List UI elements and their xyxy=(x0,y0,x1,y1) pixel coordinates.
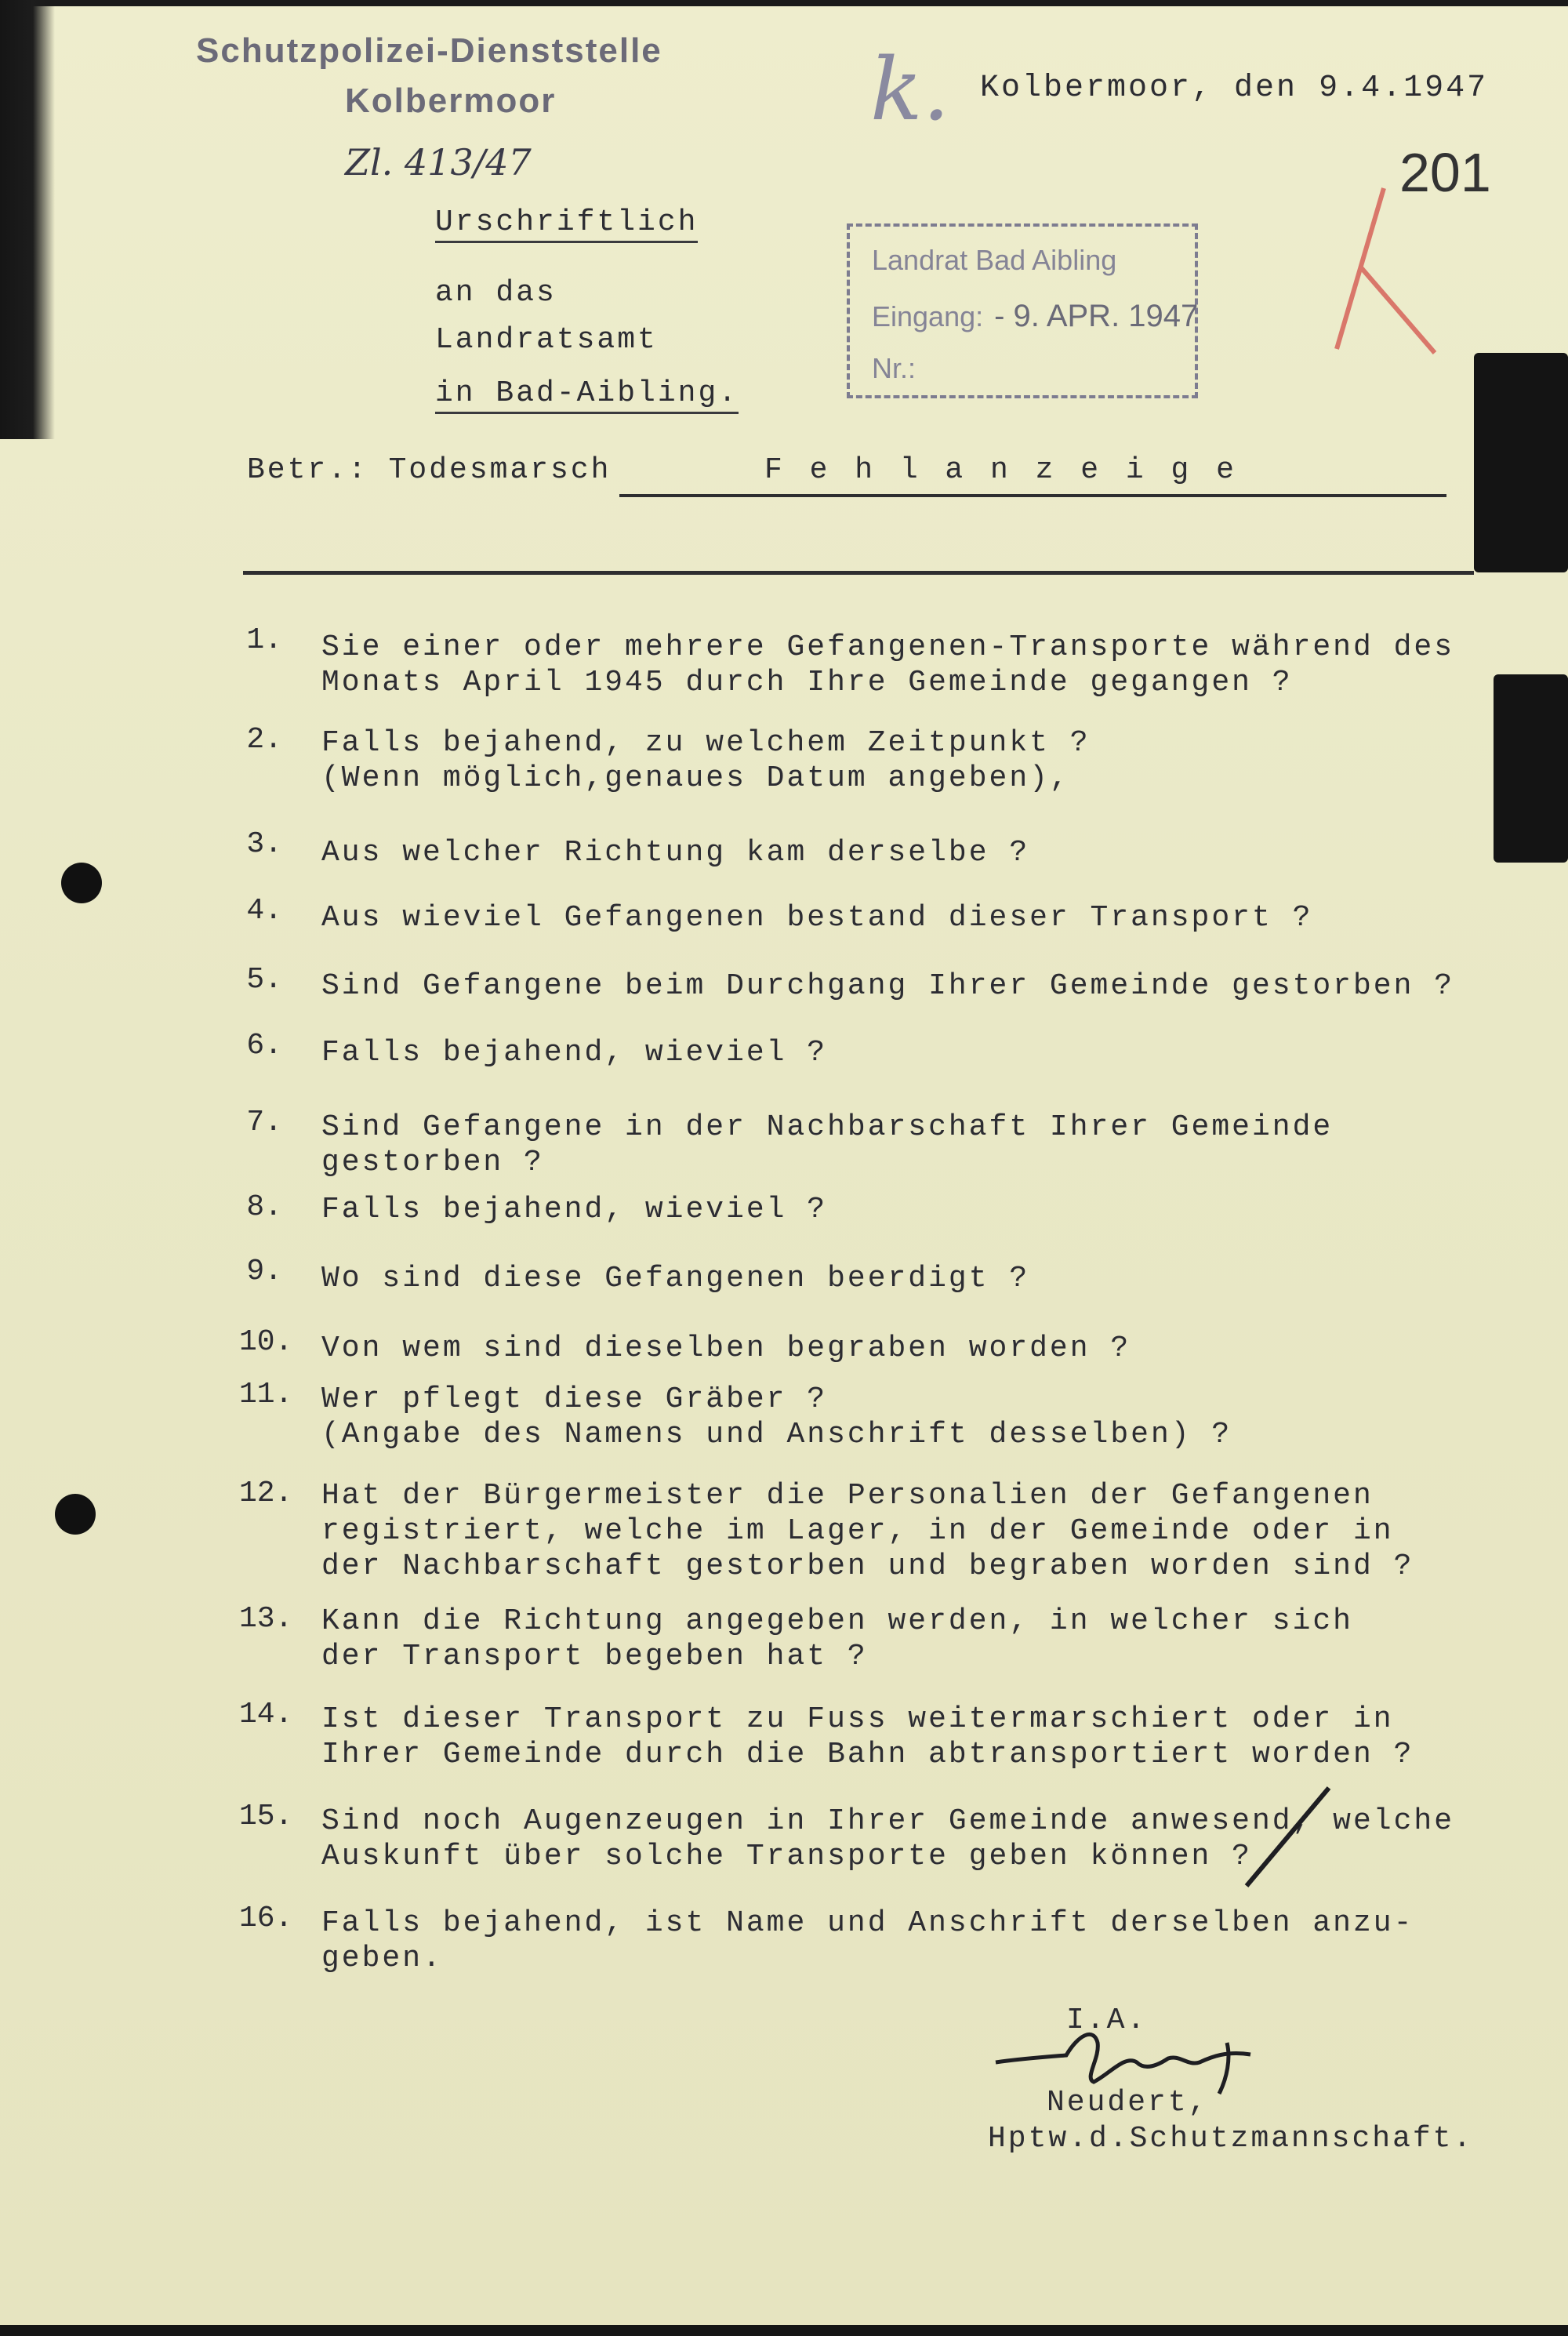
receipt-received-date: - 9. APR. 1947 xyxy=(994,299,1199,333)
question-number: 4. xyxy=(246,894,282,928)
question-text: Aus welcher Richtung kam derselbe ? xyxy=(321,836,1030,870)
question-number: 6. xyxy=(246,1029,282,1063)
scan-border-bottom xyxy=(0,2325,1568,2336)
question-number: 9. xyxy=(246,1255,282,1288)
question-text: Von wem sind dieselben begraben worden ? xyxy=(321,1331,1131,1365)
subject-underline xyxy=(619,494,1446,497)
question-text: Falls bejahend, wieviel ? xyxy=(321,1193,828,1226)
signature-title: Hptw.d.Schutzmannschaft. xyxy=(988,2122,1474,2156)
question-number: 1. xyxy=(246,623,282,657)
divider-line xyxy=(243,571,1474,575)
question-text: Aus wieviel Gefangenen bestand dieser Transport ? xyxy=(321,901,1313,935)
question-number: 10. xyxy=(239,1325,293,1359)
question-text: Kann die Richtung angegeben werden, in welcher sich der Transport begeben hat ? xyxy=(321,1604,1353,1673)
question-number: 14. xyxy=(239,1698,293,1731)
punch-hole-bottom xyxy=(55,1494,96,1535)
question-number: 2. xyxy=(246,723,282,757)
signature-on-behalf: I.A. xyxy=(1066,2004,1148,2037)
subject-value: F e h l a n z e i g e xyxy=(764,453,1239,487)
reference-number: Zl. 413/47 xyxy=(345,141,532,183)
scan-border-top xyxy=(0,0,1568,6)
question-text: Falls bejahend, ist Name und Anschrift derselben anzu- geben. xyxy=(321,1906,1414,1975)
question-number: 16. xyxy=(239,1902,293,1935)
question-number: 8. xyxy=(246,1190,282,1224)
punch-hole-top xyxy=(61,863,102,903)
question-text: Sind Gefangene in der Nachbarschaft Ihrer Gemeinde gestorben ? xyxy=(321,1110,1334,1179)
red-check-mark xyxy=(1317,173,1443,361)
page-number: 201 xyxy=(1399,142,1491,203)
authority-stamp-line1: Schutzpolizei-Dienststelle xyxy=(196,31,662,70)
paper-tear xyxy=(1474,353,1568,572)
question-number: 7. xyxy=(246,1106,282,1139)
question-number: 13. xyxy=(239,1602,293,1636)
authority-stamp-line2: Kolbermoor xyxy=(345,82,557,120)
question-text: Ist dieser Transport zu Fuss weitermarschiert oder in Ihrer Gemeinde durch die Bahn abtransportiert worden ? xyxy=(321,1702,1414,1771)
subject-label: Betr.: Todesmarsch xyxy=(247,453,612,487)
question-number: 3. xyxy=(246,827,282,861)
receipt-stamp xyxy=(847,223,1198,398)
question-text: Sie einer oder mehrere Gefangenen-Transporte während des Monats April 1945 durch Ihre Gemeinde gegangen ? xyxy=(321,630,1455,699)
scan-border-left xyxy=(0,0,55,439)
question-text: Wo sind diese Gefangenen beerdigt ? xyxy=(321,1262,1030,1295)
address-line3: Landratsamt xyxy=(435,323,658,357)
question-number: 11. xyxy=(239,1378,293,1411)
place-date: Kolbermoor, den 9.4.1947 xyxy=(980,71,1489,106)
pen-strike-mark xyxy=(1239,1776,1341,1894)
question-number: 15. xyxy=(239,1800,293,1833)
question-text: Sind Gefangene beim Durchgang Ihrer Gemeinde gestorben ? xyxy=(321,969,1455,1003)
receipt-stamp-received xyxy=(872,299,1198,334)
receipt-stamp-number: Nr.: xyxy=(872,352,916,384)
question-text: Falls bejahend, zu welchem Zeitpunkt ? (Wenn möglich,genaues Datum angeben), xyxy=(321,726,1091,795)
question-text: Falls bejahend, wieviel ? xyxy=(321,1036,828,1070)
address-line2: an das xyxy=(435,276,557,310)
question-text: Sind noch Augenzeugen in Ihrer Gemeinde anwesend, welche Auskunft über solche Transporte geben können ? xyxy=(321,1804,1455,1873)
question-text: Hat der Bürgermeister die Personalien der Gefangenen registriert, welche im Lager, in der Gemeinde oder in der Nachbarschaft gestorben und begraben worden sind ? xyxy=(321,1479,1414,1583)
authority-stamp xyxy=(196,31,662,121)
address-line4: in Bad-Aibling. xyxy=(435,376,739,414)
address-line1: Urschriftlich xyxy=(435,205,698,243)
question-number: 12. xyxy=(239,1477,293,1510)
paper-tear xyxy=(1494,674,1568,863)
question-text: Wer pflegt diese Gräber ? (Angabe des Namens und Anschrift desselben) ? xyxy=(321,1382,1232,1451)
receipt-received-label: Eingang: xyxy=(872,300,984,332)
signature-name: Neudert, xyxy=(1047,2086,1209,2120)
question-number: 5. xyxy=(246,963,282,997)
receipt-stamp-office: Landrat Bad Aibling xyxy=(872,244,1117,276)
handwritten-initial: k. xyxy=(870,39,950,140)
